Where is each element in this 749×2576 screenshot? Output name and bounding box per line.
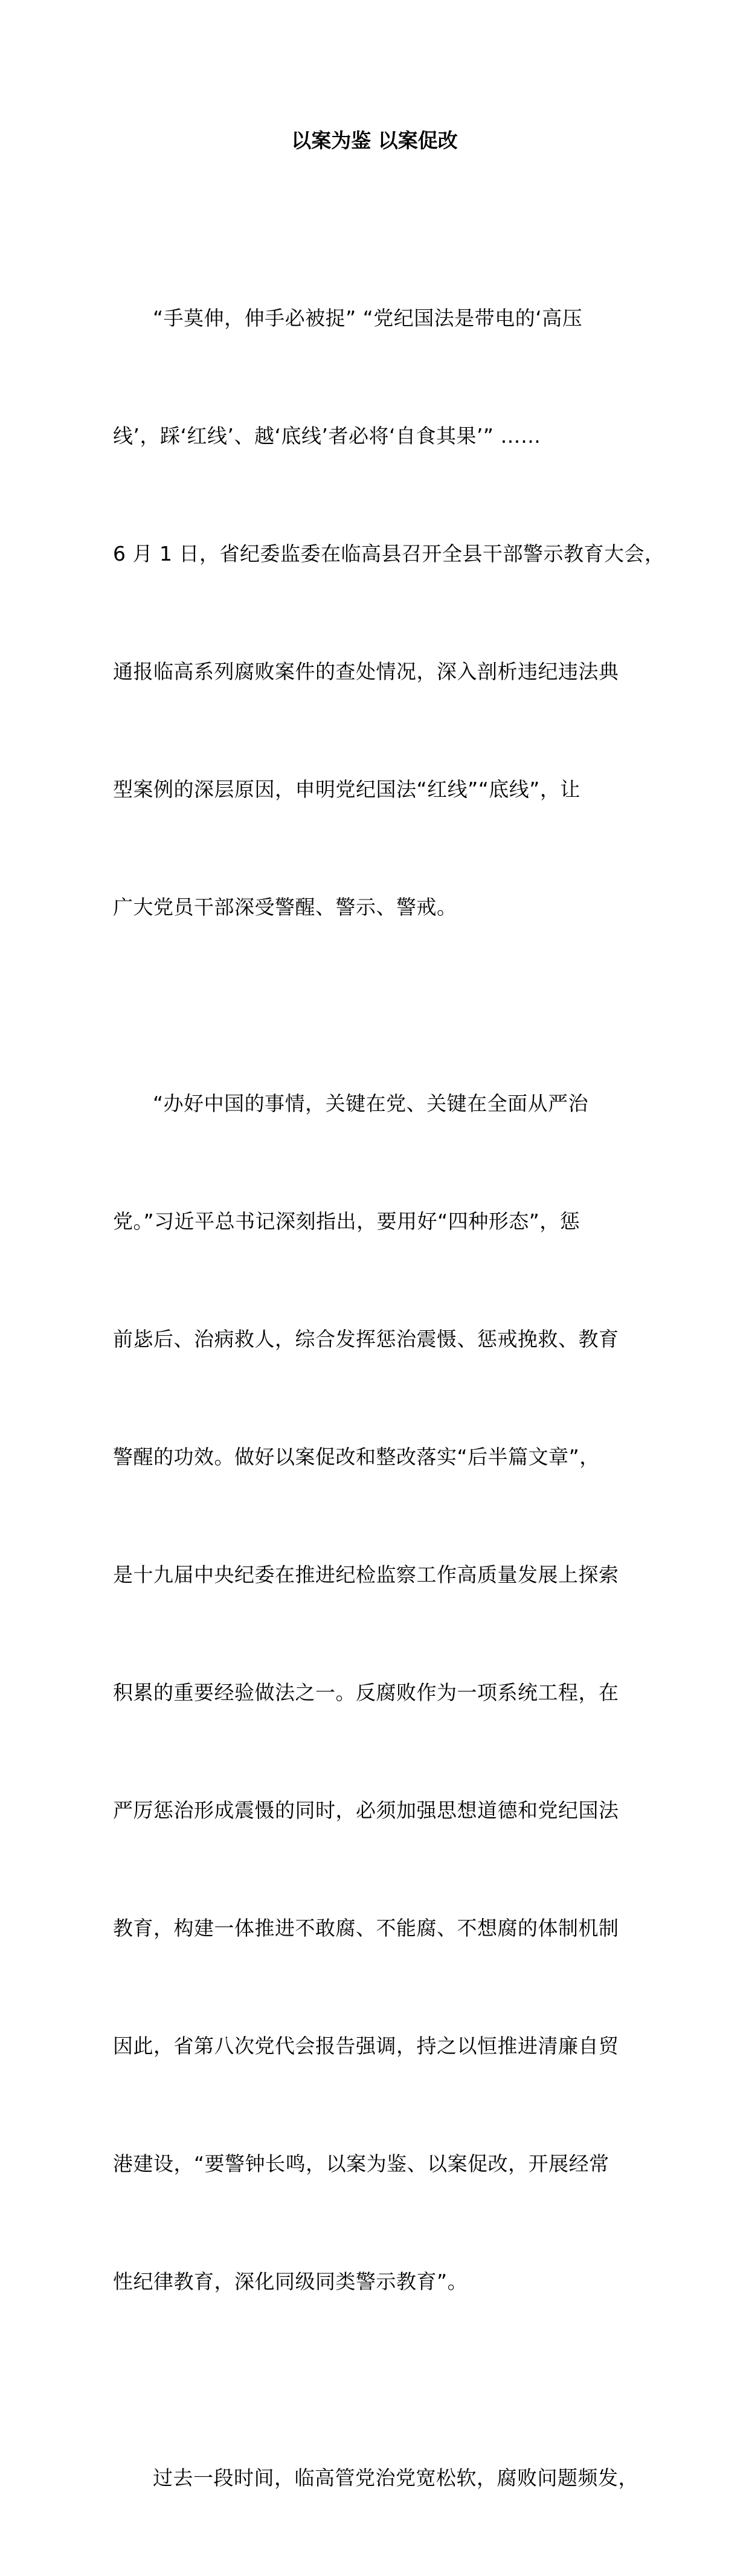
text-line: “手莫伸，伸手必被捉” “党纪国法是带电的‘高压 (153, 306, 583, 330)
text-line: 广大党员干部深受警醒、警示、警戒。 (113, 895, 457, 919)
text-line: 性纪律教育，深化同级同类警示教育”。 (113, 2270, 468, 2293)
text-line: 警醒的功效。做好以案促改和整改落实“后半篇文章”， (113, 1445, 600, 1469)
document-body (113, 220, 665, 2576)
text-line: 党。”习近平总书记深刻指出，要用好“四种形态”，惩 (113, 1209, 580, 1233)
text-line: “办好中国的事情，关键在党、关键在全面从严治 (153, 1092, 589, 1115)
text-line: 前毖后、治病救人，综合发挥惩治震慑、惩戒挽救、教育 (113, 1327, 619, 1351)
text-line: 因此，省第八次党代会报告强调，持之以恒推进清廉自贸 (113, 2034, 619, 2058)
text-line: 积累的重要经验做法之一。反腐败作为一项系统工程，在 (113, 1681, 619, 1704)
text-line: 是十九届中央纪委在推进纪检监察工作高质量发展上探索 (113, 1563, 619, 1586)
text-line: 型案例的深层原因，申明党纪国法“红线”“底线”，让 (113, 778, 580, 801)
text-line: 严厉惩治形成震慑的同时，必须加强思想道德和党纪国法 (113, 1798, 619, 1822)
text-line: 线’，踩‘红线’、越‘底线’者必将‘自食其果’” …… (113, 424, 541, 448)
text-line: 6 月 1 日，省纪委监委在临高县召开全县干部警示教育大会， (113, 542, 665, 565)
text-line: 港建设，“要警钟长鸣，以案为鉴、以案促改，开展经常 (113, 2152, 609, 2175)
document-title: 以案为鉴 以案促改 (291, 129, 458, 152)
paragraph-1 (113, 220, 665, 1005)
text-line: 教育，构建一体推进不敢腐、不能腐、不想腐的体制机制 (113, 1916, 619, 1940)
paragraph-3 (113, 2380, 637, 2576)
text-line: 通报临高系列腐败案件的查处情况，深入剖析违纪违法典 (113, 660, 619, 683)
paragraph-2 (113, 1005, 637, 2380)
text-line: 过去一段时间，临高管党治党宽松软，腐败问题频发， (153, 2466, 638, 2490)
